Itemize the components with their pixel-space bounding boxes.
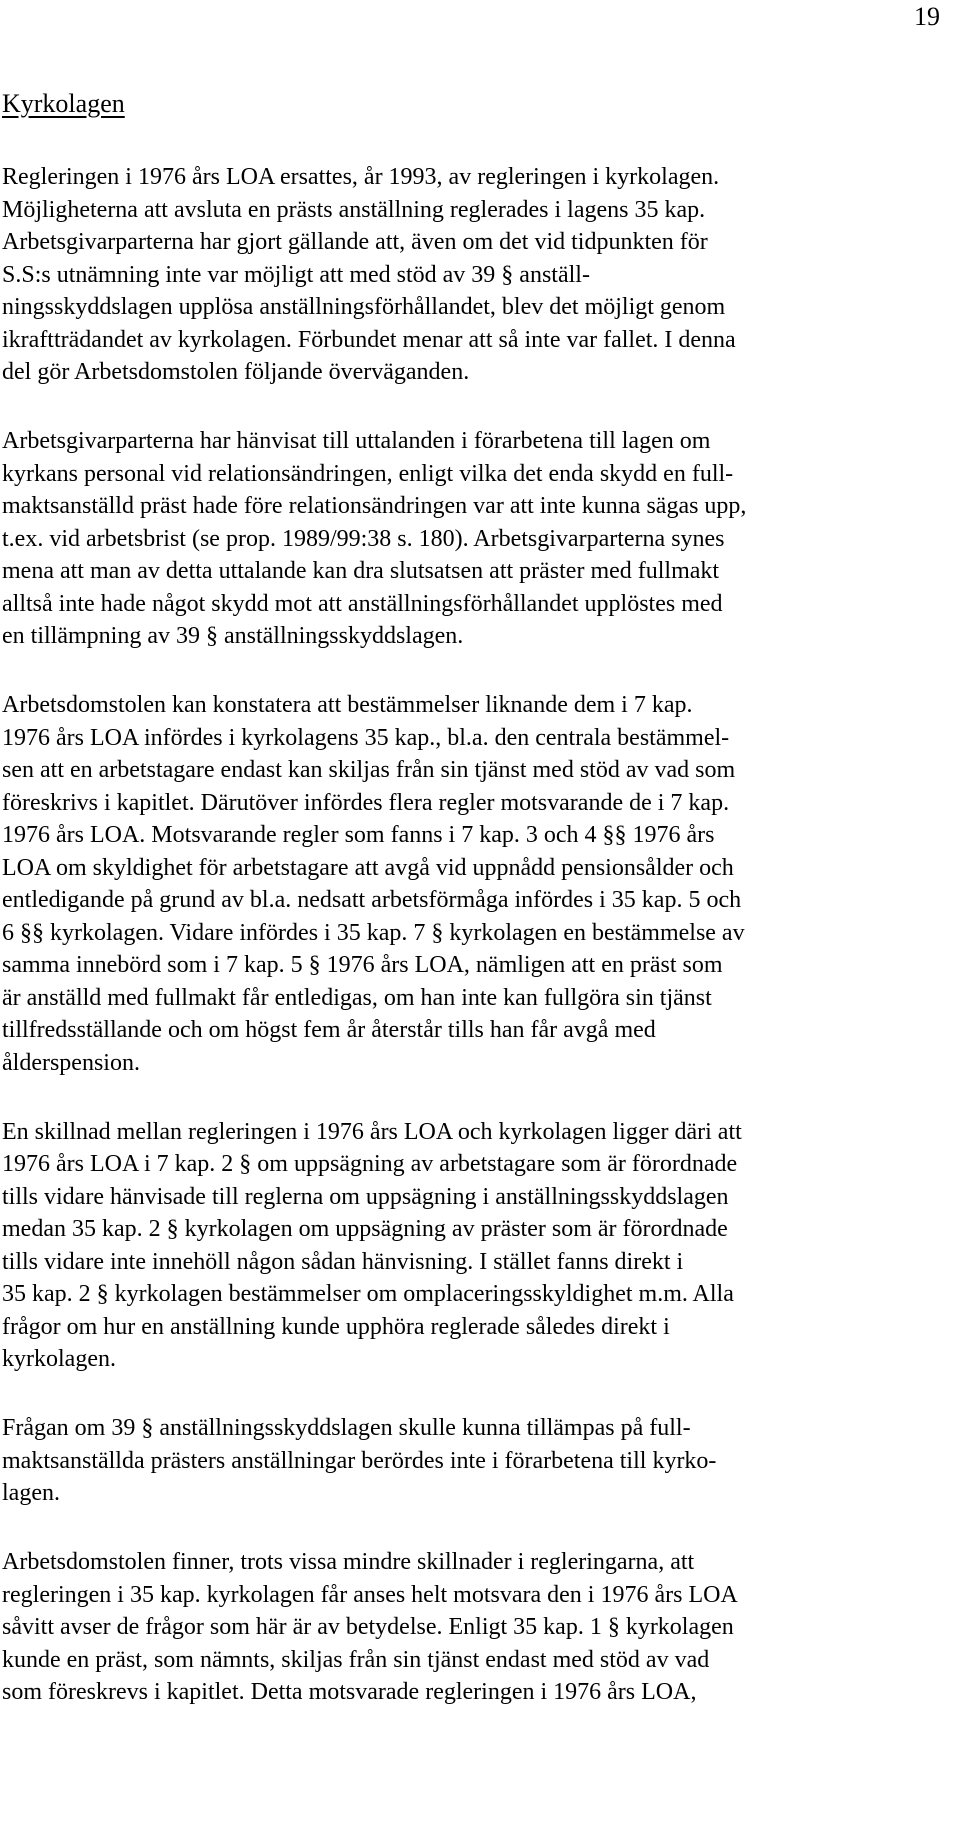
text-line: mena att man av detta uttalande kan dra slutsatsen att präster med fullmakt	[2, 558, 720, 585]
text-line: Arbetsdomstolen finner, trots vissa mindre skillnader i regleringarna, att	[2, 1549, 695, 1576]
text-line: är anställd med fullmakt får entledigas, om han inte kan fullgöra sin tjänst	[2, 984, 712, 1011]
text-line: tillfredsställande och om högst fem år återstår tills han får avgå med	[2, 1017, 656, 1044]
text-line: maktsanställd präst hade före relationsändringen var att inte kunna sägas upp,	[2, 493, 747, 520]
text-line: 35 kap. 2 § kyrkolagen bestämmelser om omplaceringsskyldighet m.m. Alla	[2, 1281, 734, 1308]
text-line: som föreskrevs i kapitlet. Detta motsvarade regleringen i 1976 års LOA,	[2, 1679, 697, 1706]
paragraph	[2, 161, 952, 389]
text-line: kyrkans personal vid relationsändringen, enligt vilka det enda skydd en full-	[2, 460, 734, 487]
document-body	[2, 161, 952, 1709]
paragraph	[2, 1546, 952, 1709]
text-line: En skillnad mellan regleringen i 1976 års LOA och kyrkolagen ligger däri att	[2, 1118, 742, 1145]
text-line: kyrkolagen.	[2, 1346, 116, 1373]
text-line: Arbetsgivarparterna har gjort gällande att, även om det vid tidpunkten för	[2, 229, 708, 255]
text-line: medan 35 kap. 2 § kyrkolagen om uppsägning av präster som är förordnade	[2, 1216, 728, 1243]
text-line: 6 §§ kyrkolagen. Vidare infördes i 35 kap. 7 § kyrkolagen en bestämmelse av	[2, 919, 745, 946]
text-line: tills vidare inte innehöll någon sådan hänvisning. I stället fanns direkt i	[2, 1248, 684, 1275]
text-line: del gör Arbetsdomstolen följande överväganden.	[2, 359, 470, 385]
text-line: maktsanställda prästers anställningar berördes inte i förarbetena till kyrko-	[2, 1447, 717, 1474]
text-line: ningsskyddslagen upplösa anställningsförhållandet, blev det möjligt genom	[2, 294, 726, 320]
text-line: kunde en präst, som nämnts, skiljas från sin tjänst endast med stöd av vad	[2, 1646, 710, 1673]
text-line: samma innebörd som i 7 kap. 5 § 1976 års LOA, nämligen att en präst som	[2, 952, 723, 979]
text-line: 1976 års LOA infördes i kyrkolagens 35 kap., bl.a. den centrala bestämmel-	[2, 724, 730, 751]
page-number: 19	[914, 2, 940, 31]
text-line: alltså inte hade något skydd mot att anställningsförhållandet upplöstes med	[2, 590, 723, 617]
text-line: ålderspension.	[2, 1049, 140, 1076]
text-line: lagen.	[2, 1480, 60, 1507]
text-line: 1976 års LOA. Motsvarande regler som fanns i 7 kap. 3 och 4 §§ 1976 års	[2, 822, 715, 849]
text-line: tills vidare hänvisade till reglerna om uppsägning i anställningsskyddslagen	[2, 1183, 729, 1210]
text-line: föreskrivs i kapitlet. Därutöver infördes flera regler motsvarande de i 7 kap.	[2, 789, 730, 816]
text-line: Regleringen i 1976 års LOA ersattes, år 1993, av regleringen i kyrkolagen.	[2, 164, 720, 190]
paragraph	[2, 1116, 952, 1376]
text-line: entledigande på grund av bl.a. nedsatt arbetsförmåga infördes i 35 kap. 5 och	[2, 887, 742, 914]
text-line: LOA om skyldighet för arbetstagare att avgå vid uppnådd pensionsålder och	[2, 854, 734, 881]
text-line: frågor om hur en anställning kunde upphöra reglerade således direkt i	[2, 1313, 670, 1340]
text-line: S.S:s utnämning inte var möjligt att med stöd av 39 § anställ-	[2, 261, 590, 288]
text-line: en tillämpning av 39 § anställningsskyddslagen.	[2, 623, 464, 650]
paragraph	[2, 425, 952, 653]
text-line: Arbetsdomstolen kan konstatera att bestämmelser liknande dem i 7 kap.	[2, 692, 693, 719]
text-line: såvitt avser de frågor som här är av betydelse. Enligt 35 kap. 1 § kyrkolagen	[2, 1614, 734, 1641]
text-line: regleringen i 35 kap. kyrkolagen får anses helt motsvara den i 1976 års LOA	[2, 1581, 738, 1608]
text-line: 1976 års LOA i 7 kap. 2 § om uppsägning av arbetstagare som är förordnade	[2, 1151, 738, 1178]
section-heading: Kyrkolagen	[2, 89, 125, 118]
paragraph	[2, 1412, 952, 1510]
text-line: Arbetsgivarparterna har hänvisat till uttalanden i förarbetena till lagen om	[2, 428, 711, 455]
text-line: t.ex. vid arbetsbrist (se prop. 1989/99:38 s. 180). Arbetsgivarparterna synes	[2, 525, 725, 552]
text-line: Möjligheterna att avsluta en prästs anställning reglerades i lagens 35 kap.	[2, 196, 706, 223]
paragraph	[2, 689, 952, 1079]
text-line: Frågan om 39 § anställningsskyddslagen skulle kunna tillämpas på full-	[2, 1415, 691, 1442]
text-line: sen att en arbetstagare endast kan skiljas från sin tjänst med stöd av vad som	[2, 757, 736, 784]
text-line: ikraftträdandet av kyrkolagen. Förbundet menar att så inte var fallet. I denna	[2, 326, 736, 353]
